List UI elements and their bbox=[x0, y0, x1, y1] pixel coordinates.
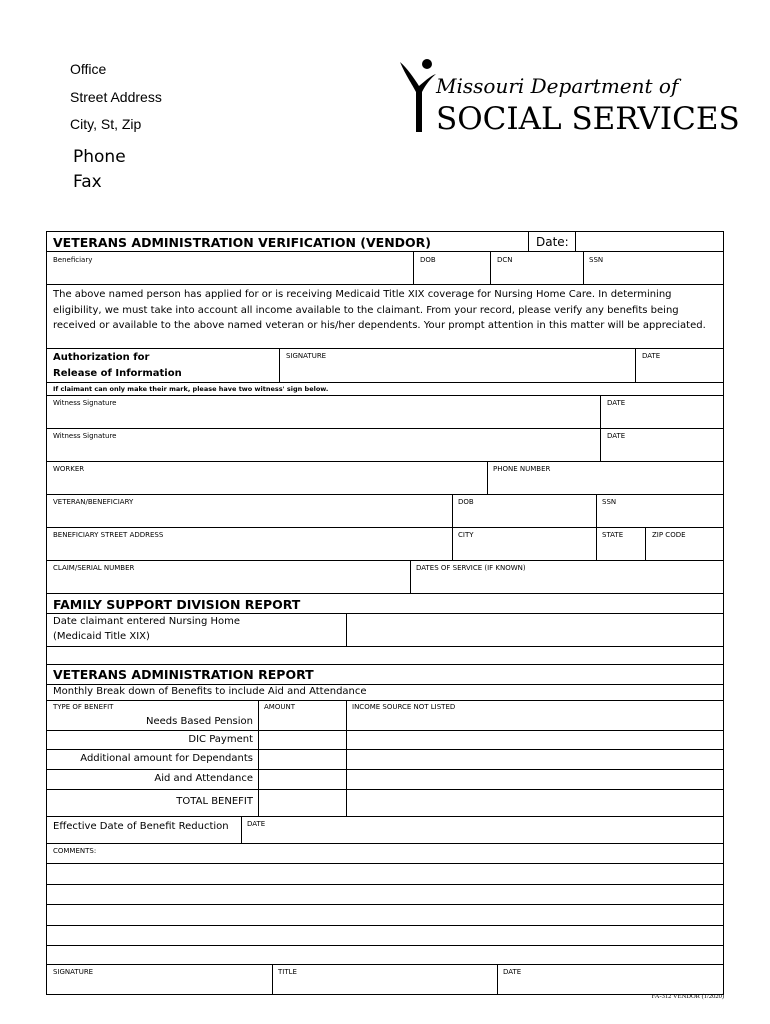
form-number: FA-312 VENDOR (1/2020) bbox=[651, 993, 724, 1000]
street-address-field[interactable] bbox=[47, 528, 452, 560]
beneficiary-label: Beneficiary bbox=[53, 256, 93, 264]
city-label: CITY bbox=[458, 531, 474, 539]
amount-field-total[interactable] bbox=[259, 790, 346, 816]
beneficiary-field[interactable] bbox=[47, 252, 413, 284]
effective-date-label: Effective Date of Benefit Reduction bbox=[53, 821, 229, 832]
authorization-date-field[interactable] bbox=[636, 349, 723, 382]
street-address-field-label: BENEFICIARY STREET ADDRESS bbox=[53, 531, 164, 539]
zip-code-field[interactable] bbox=[646, 528, 723, 560]
city-field[interactable] bbox=[453, 528, 596, 560]
comments-field[interactable] bbox=[47, 844, 723, 964]
dob-label: DOB bbox=[420, 256, 436, 264]
state-field[interactable] bbox=[597, 528, 645, 560]
witness-2-date-field[interactable] bbox=[601, 429, 723, 461]
dcn-label: DCN bbox=[497, 256, 513, 264]
amount-field-dependants[interactable] bbox=[259, 750, 346, 769]
phone-number-field[interactable] bbox=[488, 462, 723, 494]
form-title: VETERANS ADMINISTRATION VERIFICATION (VENDOR) bbox=[53, 235, 432, 250]
ssn-label: SSN bbox=[589, 256, 604, 264]
final-date-field[interactable] bbox=[498, 965, 723, 994]
person-figure-logo-icon bbox=[398, 56, 438, 136]
income-source-field[interactable] bbox=[347, 714, 723, 816]
authorization-label-line2: Release of Information bbox=[53, 368, 182, 379]
fax-label: Fax bbox=[73, 172, 102, 192]
authorization-signature-field[interactable] bbox=[280, 349, 635, 382]
veteran-beneficiary-field[interactable] bbox=[47, 495, 452, 527]
benefits-breakdown-label: Monthly Break down of Benefits to include Aid and Attendance bbox=[53, 686, 367, 697]
date-label: Date: bbox=[536, 235, 569, 249]
dates-of-service-label: DATES OF SERVICE (IF KNOWN) bbox=[416, 564, 526, 572]
street-address-label: Street Address bbox=[70, 89, 162, 105]
type-of-benefit-header: TYPE OF BENEFIT bbox=[53, 703, 114, 711]
veteran-beneficiary-label: VETERAN/BENEFICIARY bbox=[53, 498, 134, 506]
nursing-home-entry-label-line2: (Medicaid Title XIX) bbox=[53, 631, 150, 642]
benefit-row-aid-attendance: Aid and Attendance bbox=[154, 773, 253, 784]
va-report-heading: VETERANS ADMINISTRATION REPORT bbox=[53, 667, 314, 682]
benefit-row-needs-based-pension: Needs Based Pension bbox=[145, 716, 253, 727]
veteran-dob-label: DOB bbox=[458, 498, 474, 506]
comments-label: COMMENTS: bbox=[53, 847, 97, 855]
benefit-row-dic-payment: DIC Payment bbox=[188, 734, 253, 745]
benefit-row-total: TOTAL BENEFIT bbox=[176, 796, 253, 807]
final-date-label: DATE bbox=[503, 968, 522, 976]
date-field[interactable] bbox=[576, 232, 723, 251]
amount-field-needs-based-pension[interactable] bbox=[259, 714, 346, 730]
claim-serial-field[interactable] bbox=[47, 561, 410, 593]
dob-field[interactable] bbox=[414, 252, 490, 284]
veteran-dob-field[interactable] bbox=[453, 495, 596, 527]
logo-text-line1: Missouri Department of bbox=[436, 74, 679, 98]
witness-note: If claimant can only make their mark, please have two witness' sign below. bbox=[53, 385, 329, 393]
witness-1-date-label: DATE bbox=[607, 399, 626, 407]
witness-signature-2-label: Witness Signature bbox=[53, 432, 117, 440]
phone-number-label: PHONE NUMBER bbox=[493, 465, 551, 473]
dcn-field[interactable] bbox=[491, 252, 583, 284]
witness-signature-1-field[interactable] bbox=[47, 396, 600, 428]
intro-paragraph: The above named person has applied for or is receiving Medicaid Title XIX coverage for Nursing Home Care. In determining eligibility, we must take into account all income available to the claimant. From your record, please verify any benefits being received or available to the above named veteran or his/her dependents. Your prompt attention in this matter will be appreciated. bbox=[53, 289, 706, 331]
city-state-zip-label: City, St, Zip bbox=[70, 116, 142, 132]
worker-field[interactable] bbox=[47, 462, 487, 494]
veteran-ssn-label: SSN bbox=[602, 498, 617, 506]
auth-date-label: DATE bbox=[642, 352, 661, 360]
office-label: Office bbox=[70, 61, 107, 77]
effective-date-date-label: DATE bbox=[247, 820, 266, 828]
fsd-report-heading: FAMILY SUPPORT DIVISION REPORT bbox=[53, 597, 301, 612]
income-source-header: INCOME SOURCE NOT LISTED bbox=[352, 703, 456, 711]
nursing-home-entry-label-line1: Date claimant entered Nursing Home bbox=[53, 616, 241, 627]
witness-1-date-field[interactable] bbox=[601, 396, 723, 428]
amount-field-dic-payment[interactable] bbox=[259, 731, 346, 749]
final-signature-field[interactable] bbox=[47, 965, 272, 994]
final-signature-label: SIGNATURE bbox=[53, 968, 94, 976]
worker-label: WORKER bbox=[53, 465, 85, 473]
authorization-label-line1: Authorization for bbox=[53, 352, 150, 363]
phone-label: Phone bbox=[73, 147, 126, 167]
ssn-field[interactable] bbox=[584, 252, 723, 284]
nursing-home-entry-date-field[interactable] bbox=[347, 614, 723, 646]
amount-header: AMOUNT bbox=[264, 703, 295, 711]
final-title-label: TITLE bbox=[278, 968, 297, 976]
benefit-row-dependants: Additional amount for Dependants bbox=[80, 753, 253, 764]
zip-code-label: ZIP CODE bbox=[652, 531, 686, 539]
veteran-ssn-field[interactable] bbox=[597, 495, 723, 527]
witness-2-date-label: DATE bbox=[607, 432, 626, 440]
witness-signature-1-label: Witness Signature bbox=[53, 399, 117, 407]
effective-date-field[interactable] bbox=[242, 817, 723, 843]
claim-serial-label: CLAIM/SERIAL NUMBER bbox=[53, 564, 135, 572]
signature-label: SIGNATURE bbox=[286, 352, 327, 360]
amount-field-aid-attendance[interactable] bbox=[259, 770, 346, 789]
final-title-field[interactable] bbox=[273, 965, 497, 994]
dates-of-service-field[interactable] bbox=[411, 561, 723, 593]
logo-text-line2: SOCIAL SERVICES bbox=[436, 101, 740, 137]
witness-signature-2-field[interactable] bbox=[47, 429, 600, 461]
state-label: STATE bbox=[602, 531, 624, 539]
